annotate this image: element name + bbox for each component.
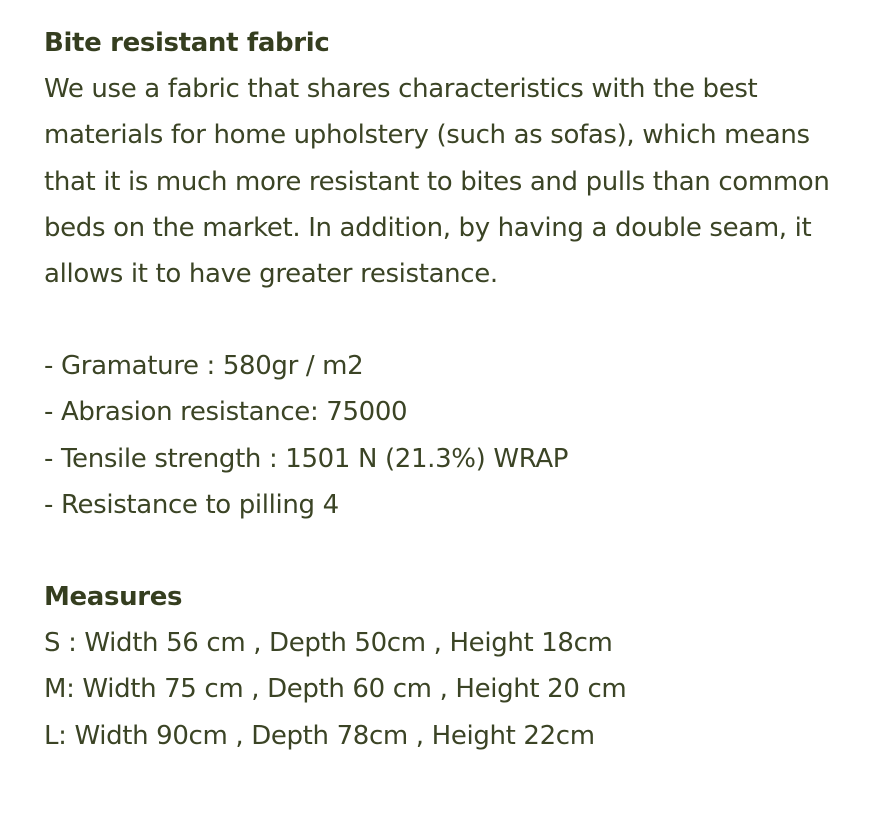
fabric-description: We use a fabric that shares characteristics with the best materials for home upholstery (such as sofas), which means that it is much more resistant to bites and pulls than common beds on the market. In addition, by having a double seam, it allows it to have greater resistance.: [44, 74, 830, 290]
measures-list: [44, 620, 854, 759]
spec-pilling-resistance: - Resistance to pilling 4: [44, 489, 339, 520]
measures-heading: Measures: [44, 582, 183, 613]
size-large: L: Width 90cm , Depth 78cm , Height 22cm: [44, 720, 595, 751]
product-details: [44, 20, 854, 759]
size-medium: M: Width 75 cm , Depth 60 cm , Height 20 cm: [44, 674, 627, 705]
fabric-specs-list: [44, 343, 854, 528]
fabric-heading: Bite resistant fabric: [44, 28, 330, 58]
spec-abrasion-resistance: - Abrasion resistance: 75000: [44, 397, 408, 428]
size-small: S : Width 56 cm , Depth 50cm , Height 18cm: [44, 628, 613, 659]
spacer: [44, 297, 854, 343]
spacer: [44, 528, 854, 574]
spec-tensile-strength: - Tensile strength : 1501 N (21.3%) WRAP: [44, 443, 569, 474]
spec-gramature: - Gramature : 580gr / m2: [44, 351, 364, 382]
